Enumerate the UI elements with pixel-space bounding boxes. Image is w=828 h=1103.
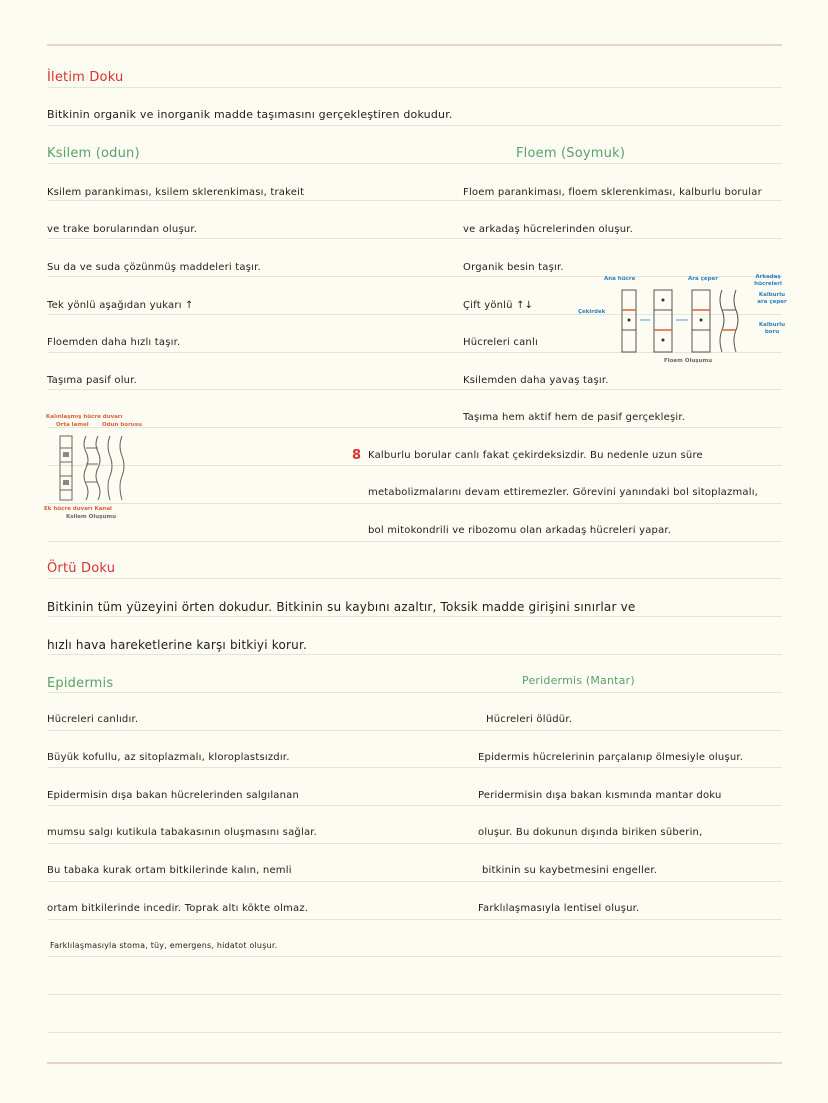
floem-title: Floem (Soymuk) (516, 146, 626, 161)
top-border-rule (47, 44, 782, 46)
floem-line: Ksilemden daha yavaş taşır. (463, 375, 609, 386)
ruled-line (47, 843, 782, 844)
epidermis-title: Epidermis (47, 676, 114, 691)
floem-line: ve arkadaş hücrelerinden oluşur. (463, 224, 634, 235)
xylem-vessel-drawing (52, 434, 132, 504)
ruled-line (47, 389, 782, 390)
ksilem-line: Su da ve suda çözünmüş maddeleri taşır. (47, 262, 261, 273)
note-marker: 8 (352, 448, 362, 463)
peridermis-line: Hücreleri ölüdür. (486, 714, 573, 725)
ruled-line (47, 200, 782, 201)
peridermis-line: Farklılaşmasıyla lentisel oluşur. (478, 903, 640, 914)
floem-line: Organik besin taşır. (463, 262, 564, 273)
floem-fig-label: Ara çeper (688, 276, 718, 282)
ruled-line (47, 503, 782, 504)
floem-line: Çift yönlü ↑↓ (463, 300, 534, 311)
ruled-line (47, 1032, 782, 1033)
ksilem-line: Ksilem parankiması, ksilem sklerenkiması, trakeit (47, 187, 305, 198)
epidermis-line: Hücreleri canlıdır. (47, 714, 139, 725)
floem-line: Hücreleri canlı (463, 337, 538, 348)
ksilem-line: Floemden daha hızlı taşır. (47, 337, 181, 348)
peridermis-line: bitkinin su kaybetmesini engeller. (482, 865, 658, 876)
phloem-tube-drawing (618, 286, 758, 356)
ortu-intro-line: hızlı hava hareketlerine karşı bitkiyi korur. (47, 638, 308, 652)
ruled-line (47, 994, 782, 995)
peridermis-line: oluşur. Bu dokunun dışında biriken süberin, (478, 827, 703, 838)
ruled-line (47, 125, 782, 126)
ruled-line (47, 238, 782, 239)
ruled-line (47, 956, 782, 957)
floem-fig-label: Kalburlu ara çeper (757, 292, 787, 305)
ortu-intro-line: Bitkinin tüm yüzeyini örten dokudur. Bitkinin su kaybını azaltır, Toksik madde girişini sınırlar ve (47, 600, 636, 614)
iletim-intro: Bitkinin organik ve inorganik madde taşımasını gerçekleştiren dokudur. (47, 108, 453, 121)
epidermis-line: Epidermisin dışa bakan hücrelerinden salgılanan (47, 790, 300, 801)
peridermis-title: Peridermis (Mantar) (522, 674, 635, 687)
floem-fig-caption: Floem Oluşumu (664, 358, 713, 364)
ruled-line (47, 163, 782, 164)
note-line: metabolizmalarını devam ettiremezler. Görevini yanındaki bol sitoplazmalı, (368, 487, 759, 498)
ksilem-title: Ksilem (odun) (47, 146, 140, 161)
floem-line: Floem parankiması, floem sklerenkiması, kalburlu borular (463, 187, 762, 198)
floem-fig-label: Ana hücre (604, 276, 636, 282)
ruled-line (47, 881, 782, 882)
ruled-line (47, 87, 782, 88)
epidermis-line: Büyük kofullu, az sitoplazmalı, kloroplastsızdır. (47, 752, 290, 763)
ruled-line (47, 541, 782, 542)
bottom-border-rule (47, 1062, 782, 1064)
ksilem-fig-label: Odun borusu (102, 422, 142, 428)
ruled-line (47, 465, 782, 466)
floem-fig-label: Arkadaş hücreleri (754, 274, 782, 287)
iletim-title: İletim Doku (47, 70, 124, 85)
ruled-line (47, 767, 782, 768)
peridermis-line: Epidermis hücrelerinin parçalanıp ölmesiyle oluşur. (478, 752, 744, 763)
epidermis-line: Bu tabaka kurak ortam bitkilerinde kalın, nemli (47, 865, 292, 876)
epidermis-line: mumsu salgı kutikula tabakasının oluşmasını sağlar. (47, 827, 318, 838)
ruled-line (47, 616, 782, 617)
ksilem-line: ve trake borularından oluşur. (47, 224, 198, 235)
note-line: bol mitokondrili ve ribozomu olan arkadaş hücreleri yapar. (368, 525, 672, 536)
note-line: Kalburlu borular canlı fakat çekirdeksizdir. Bu nedenle uzun süre (368, 450, 703, 461)
ruled-line (47, 427, 782, 428)
ksilem-fig-label: Ek hücre duvarı Kanal (44, 506, 112, 512)
ruled-line (47, 578, 782, 579)
ksilem-fig-label: Orta lamel (56, 422, 89, 428)
ksilem-line: Taşıma pasif olur. (47, 375, 137, 386)
floem-fig-label: Çekirdek (578, 309, 606, 315)
epidermis-line: ortam bitkilerinde incedir. Toprak altı kökte olmaz. (47, 903, 309, 914)
epidermis-line: Farklılaşmasıyla stoma, tüy, emergens, hidatot oluşur. (50, 941, 278, 950)
ksilem-figure (44, 414, 144, 526)
ruled-line (47, 654, 782, 655)
ruled-line (47, 919, 782, 920)
ksilem-fig-label: Kalınlaşmış hücre duvarı (46, 414, 123, 420)
ksilem-fig-caption: Ksilem Oluşumu (66, 514, 116, 520)
floem-figure (578, 272, 788, 368)
ruled-line (47, 730, 782, 731)
ruled-line (47, 805, 782, 806)
floem-fig-label: Kalburlu boru (758, 322, 786, 335)
ksilem-line: Tek yönlü aşağıdan yukarı ↑ (47, 300, 194, 311)
ortu-title: Örtü Doku (47, 561, 116, 576)
floem-line: Taşıma hem aktif hem de pasif gerçekleşir. (463, 412, 686, 423)
ruled-line (47, 692, 782, 693)
peridermis-line: Peridermisin dışa bakan kısmında mantar doku (478, 790, 722, 801)
